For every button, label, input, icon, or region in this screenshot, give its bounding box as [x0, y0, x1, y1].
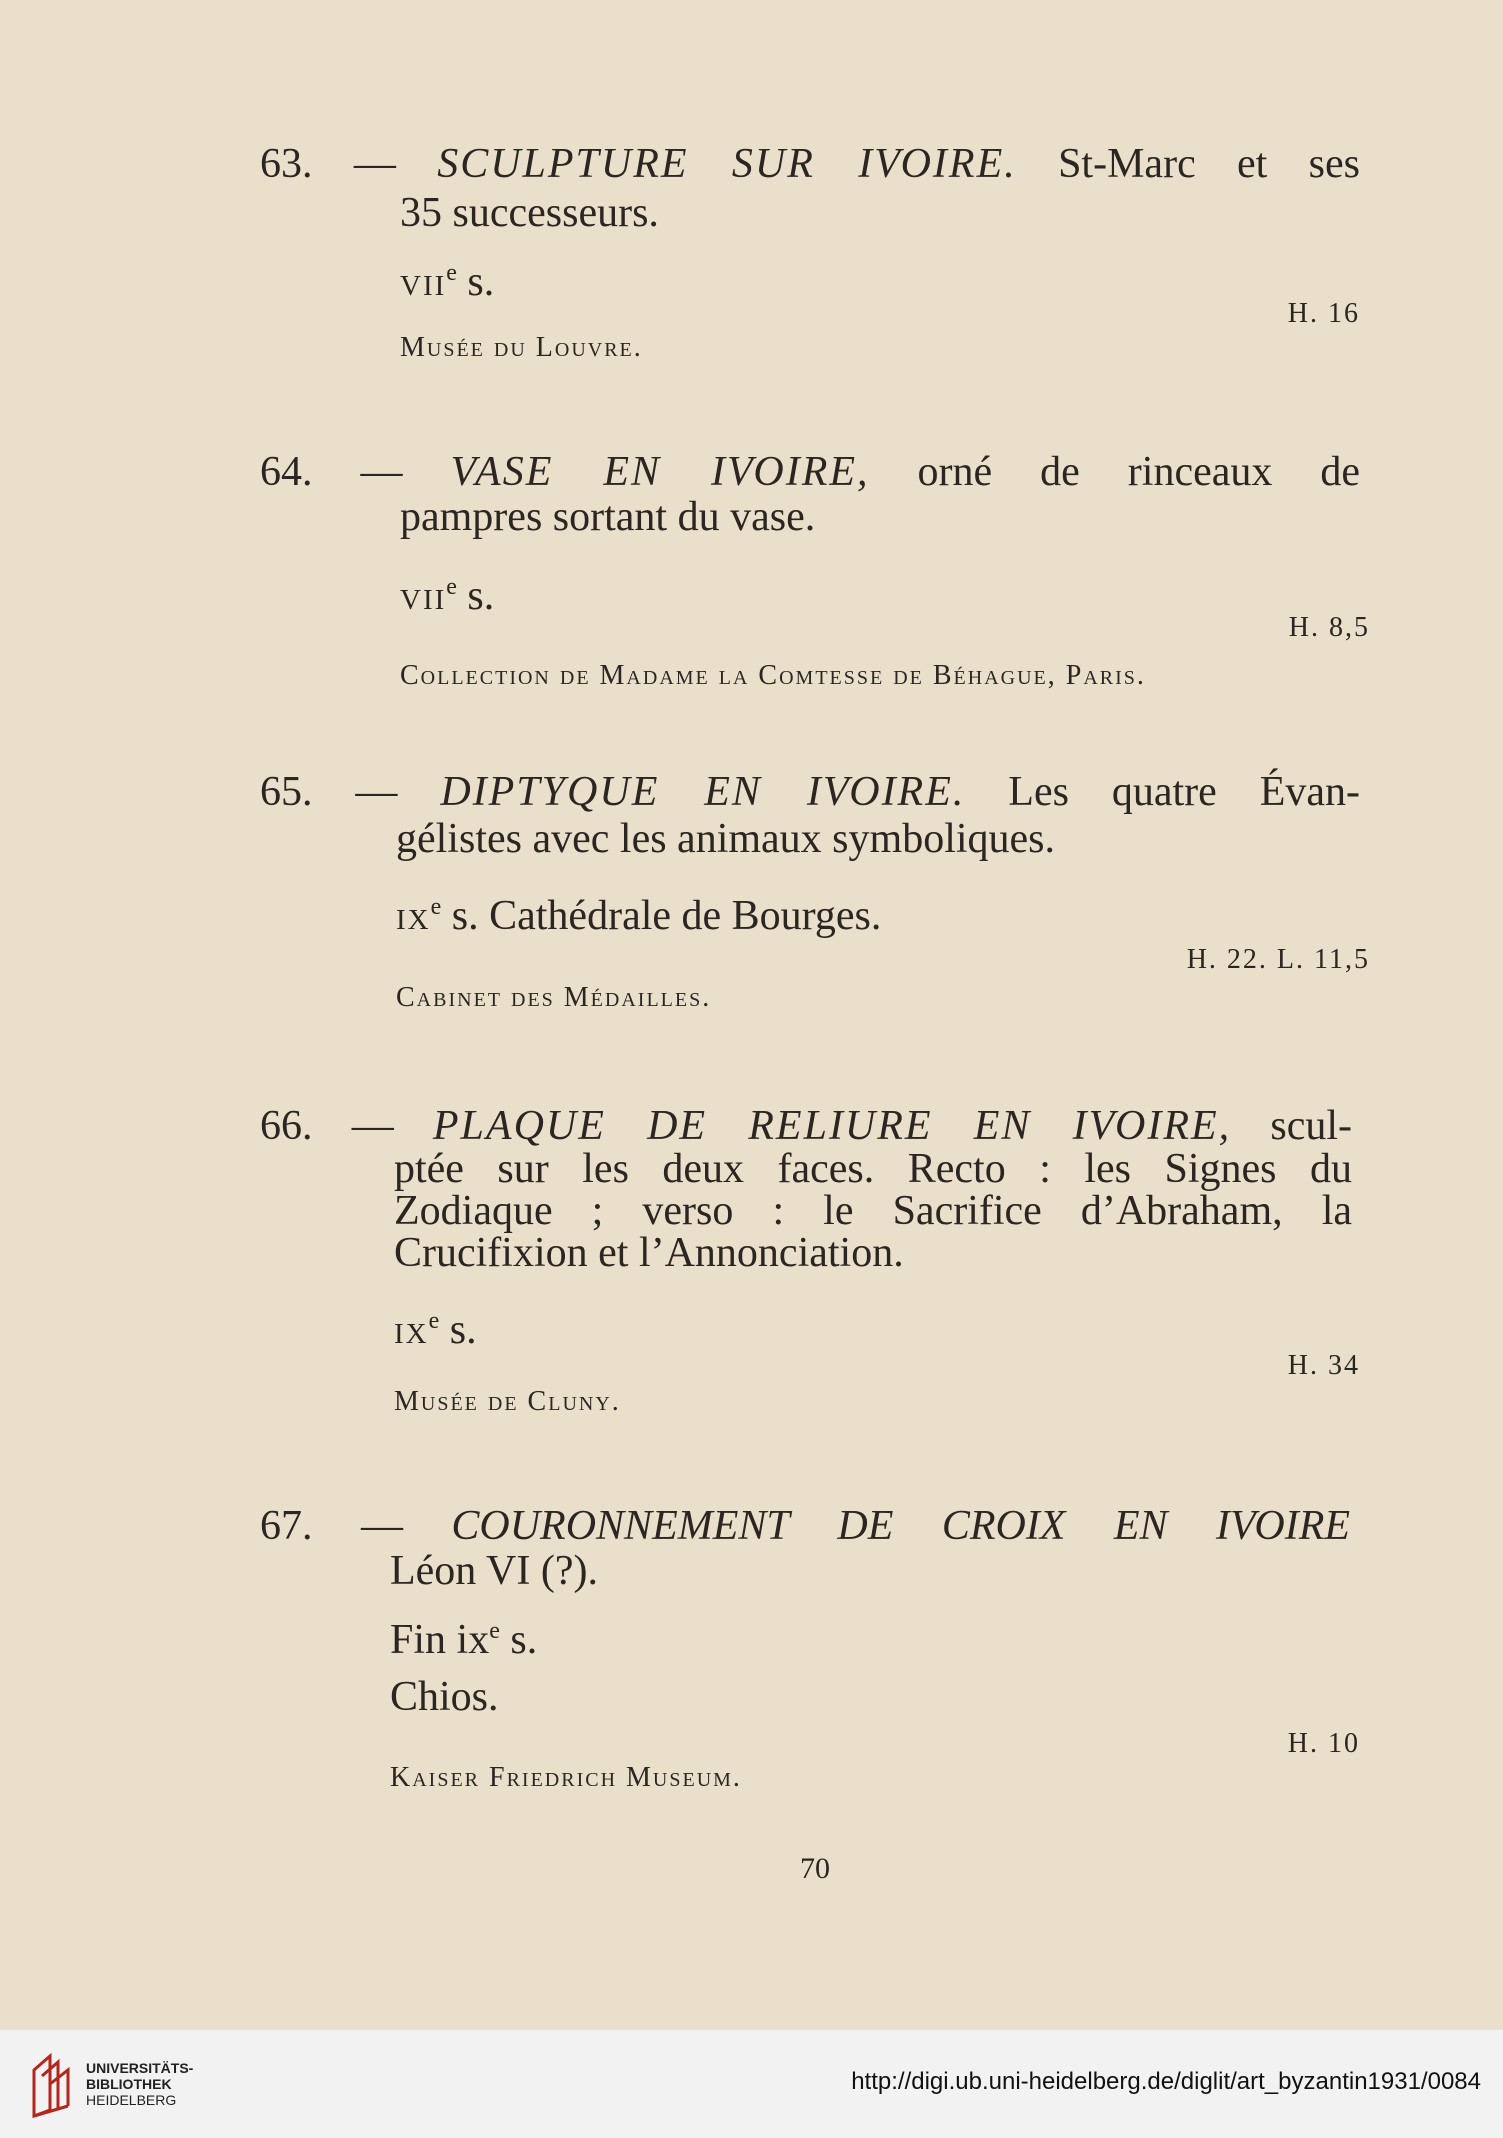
- entry-collection: Collection de Madame la Comtesse de Béhague, Paris.: [400, 660, 1146, 691]
- entry-dash: —: [351, 1103, 394, 1149]
- entry-collection: Kaiser Friedrich Museum.: [390, 1762, 742, 1793]
- entry-title: DIPTYQUE EN IVOIRE.: [440, 769, 966, 815]
- entry-dimensions: H. 16: [1287, 298, 1360, 329]
- entry-desc-line: gélistes avec les animaux symboliques.: [396, 816, 1056, 862]
- entry-date: vii$^e$ s.: [400, 573, 495, 619]
- catalog-entry-67: [260, 1502, 1360, 1802]
- entry-desc-line: pampres sortant du vase.: [400, 494, 816, 540]
- entry-dash: —: [360, 449, 403, 495]
- page-number: 70: [800, 1852, 830, 1885]
- entry-heading: [260, 1102, 1352, 1150]
- library-logo-text: UNIVERSITÄTS- BIBLIOTHEK HEIDELBERG: [86, 2060, 194, 2108]
- source-url-link[interactable]: http://digi.ub.uni-heidelberg.de/diglit/art_byzantin1931/0084: [851, 2068, 1481, 2095]
- entry-extra: Chios.: [390, 1674, 499, 1720]
- library-logo-icon: [28, 2050, 78, 2120]
- entry-number: 65.: [260, 769, 313, 815]
- entry-dash: —: [355, 769, 398, 815]
- entry-date: $ix^e$ s.: [394, 1307, 477, 1353]
- entry-dash: —: [360, 1503, 403, 1549]
- entry-number: 63.: [260, 141, 313, 187]
- entry-date: $ix^e$ s. Cathédrale de Bourges.: [396, 893, 882, 939]
- entry-desc-first: scul-: [1270, 1103, 1353, 1149]
- entry-collection: Musée du Louvre.: [400, 332, 643, 363]
- entry-dimensions: H. 22. L. 11,5: [1186, 944, 1370, 975]
- entry-heading: [260, 140, 1360, 188]
- catalog-entry-66: [260, 1102, 1360, 1422]
- entry-desc-line: 35 successeurs.: [400, 190, 659, 236]
- entry-date: Fin $ix^e$ s.: [390, 1617, 538, 1663]
- entry-dimensions: H. 8,5: [1288, 612, 1370, 643]
- entry-desc-first: St-Marc et ses: [1058, 141, 1361, 187]
- entry-dash: —: [353, 141, 396, 187]
- entry-title: SCULPTURE SUR IVOIRE.: [437, 141, 1017, 187]
- entry-title: PLAQUE DE RELIURE EN IVOIRE,: [432, 1103, 1232, 1149]
- entry-collection: Musée de Cluny.: [394, 1386, 621, 1417]
- entry-number: 67.: [260, 1503, 313, 1549]
- entry-date: vii$^e$ s.: [400, 259, 495, 305]
- entry-collection: Cabinet des Médailles.: [396, 982, 712, 1013]
- catalog-entry-63: [260, 140, 1360, 370]
- entry-number: 66.: [260, 1103, 313, 1149]
- library-footer: [0, 2030, 1503, 2138]
- entry-desc-line: ptée sur les deux faces. Recto : les Signes du: [394, 1146, 1352, 1192]
- entry-desc-first: orné de rinceaux de: [917, 449, 1361, 495]
- entry-desc-line: Léon VI (?).: [390, 1548, 598, 1594]
- entry-heading: [260, 448, 1360, 496]
- entry-heading: [260, 768, 1360, 816]
- catalog-entry-65: [260, 768, 1370, 1018]
- entry-desc-first: Les quatre Évan-: [1008, 769, 1360, 815]
- entry-number: 64.: [260, 449, 313, 495]
- entry-title: COURONNEMENT DE CROIX EN IVOIRE: [451, 1503, 1351, 1549]
- entry-desc-line: Zodiaque ; verso : le Sacrifice d’Abraham, la: [394, 1188, 1352, 1234]
- entry-title: VASE EN IVOIRE,: [450, 449, 870, 495]
- entry-dimensions: H. 10: [1287, 1728, 1360, 1759]
- entry-heading: [260, 1502, 1350, 1550]
- entry-desc-line: Crucifixion et l’Annonciation.: [394, 1230, 904, 1276]
- catalog-entry-64: [260, 448, 1370, 708]
- entry-dimensions: H. 34: [1287, 1350, 1360, 1381]
